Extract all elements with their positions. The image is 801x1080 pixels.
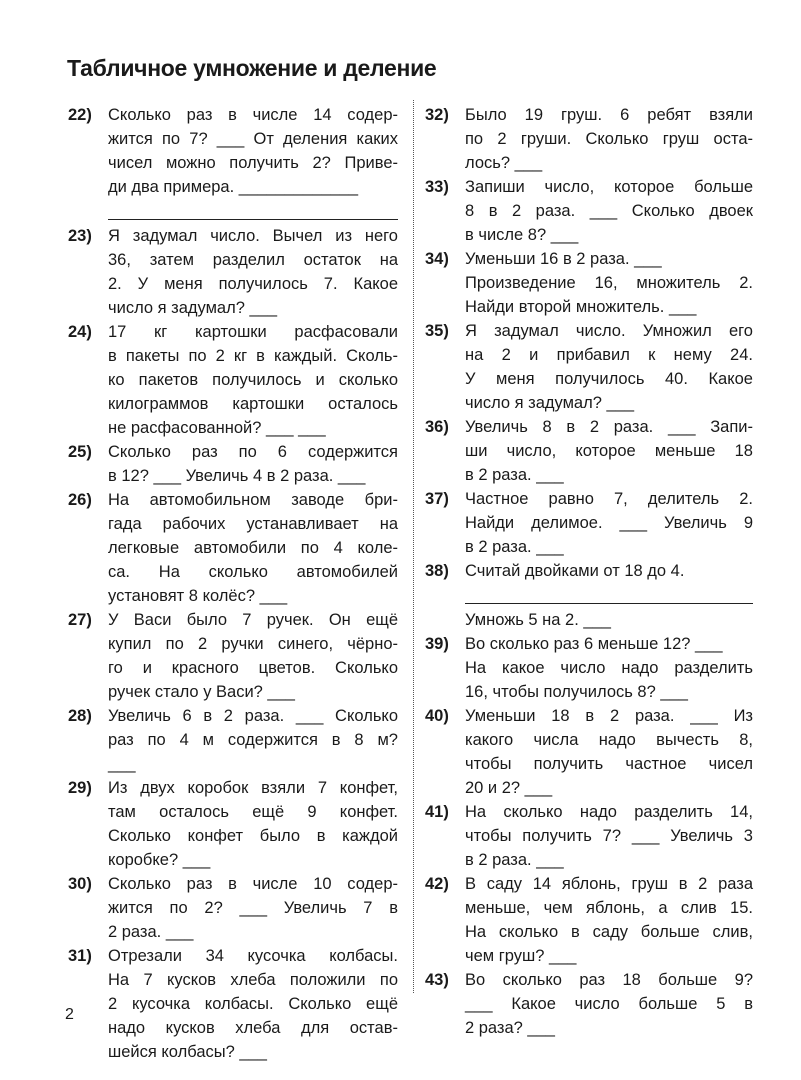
task-line: 36, затем разделил остаток на bbox=[108, 251, 398, 269]
answer-line bbox=[108, 199, 398, 220]
task-line: килограммов картошки осталось bbox=[108, 395, 398, 413]
task-line: 16, чтобы получилось 8? ___ bbox=[465, 683, 688, 701]
task-line: на 2 и прибавил к нему 24. bbox=[465, 346, 753, 364]
task-line: ко пакетов получилось и сколько bbox=[108, 371, 398, 389]
task-number: 24) bbox=[68, 323, 92, 341]
task-line: в 2 раза. ___ bbox=[465, 538, 564, 556]
task-line: чем груш? ___ bbox=[465, 947, 577, 965]
task-number: 37) bbox=[425, 490, 449, 508]
task-line: ___ Какое число больше 5 в bbox=[465, 995, 753, 1013]
task-line: Я задумал число. Вычел из него bbox=[108, 227, 398, 245]
task-number: 28) bbox=[68, 707, 92, 725]
task-line: Было 19 груш. 6 ребят взяли bbox=[465, 106, 753, 124]
task-number: 43) bbox=[425, 971, 449, 989]
task-line: гада рабочих устанавливает на bbox=[108, 515, 398, 533]
task-line: Уменьши 18 в 2 раза. ___ Из bbox=[465, 707, 753, 725]
task-number: 32) bbox=[425, 106, 449, 124]
task-line: шейся колбасы? ___ bbox=[108, 1043, 267, 1061]
task-line: чисел можно получить 2? Приве- bbox=[108, 154, 398, 172]
task-number: 26) bbox=[68, 491, 92, 509]
task-line: в числе 8? ___ bbox=[465, 226, 579, 244]
task-line: 2. У меня получилось 7. Какое bbox=[108, 275, 398, 293]
task-text bbox=[108, 103, 398, 224]
task-line: 2 раза. ___ bbox=[108, 923, 194, 941]
task-29 bbox=[68, 776, 398, 872]
task-line: Считай двойками от 18 до 4. bbox=[465, 562, 685, 580]
page-number: 2 bbox=[65, 1006, 74, 1023]
task-28 bbox=[68, 704, 398, 776]
task-line: число я задумал? ___ bbox=[465, 394, 635, 412]
task-number: 33) bbox=[425, 178, 449, 196]
task-32 bbox=[425, 103, 753, 175]
task-line: Отрезали 34 кусочка колбасы. bbox=[108, 947, 398, 965]
task-line: Сколько раз по 6 содержится bbox=[108, 443, 398, 461]
task-text bbox=[108, 320, 398, 440]
task-text bbox=[108, 488, 398, 608]
task-26 bbox=[68, 488, 398, 608]
task-number: 42) bbox=[425, 875, 449, 893]
task-line: легковые автомобили по 4 коле- bbox=[108, 539, 398, 557]
task-line: Во сколько раз 6 меньше 12? ___ bbox=[465, 635, 723, 653]
task-line: не расфасованной? ___ ___ bbox=[108, 419, 326, 437]
task-line: У меня получилось 40. Какое bbox=[465, 370, 753, 388]
task-line: 2 раза? ___ bbox=[465, 1019, 555, 1037]
task-text bbox=[108, 872, 398, 944]
task-line: 20 и 2? ___ bbox=[465, 779, 553, 797]
task-text bbox=[465, 704, 753, 800]
task-text bbox=[465, 247, 753, 319]
task-text bbox=[465, 415, 753, 487]
answer-line bbox=[465, 583, 753, 604]
task-number: 30) bbox=[68, 875, 92, 893]
task-number: 22) bbox=[68, 106, 92, 124]
task-37 bbox=[425, 487, 753, 559]
task-line: го и красного цветов. Сколько bbox=[108, 659, 398, 677]
task-line: Найди делимое. ___ Увеличь 9 bbox=[465, 514, 753, 532]
task-line: в 2 раза. ___ bbox=[465, 466, 564, 484]
task-line: там осталось ещё 9 конфет. bbox=[108, 803, 398, 821]
task-text bbox=[108, 224, 398, 320]
task-text bbox=[465, 559, 753, 632]
task-number: 41) bbox=[425, 803, 449, 821]
task-30 bbox=[68, 872, 398, 944]
task-text bbox=[465, 319, 753, 415]
task-40 bbox=[425, 704, 753, 800]
task-line: 8 в 2 раза. ___ Сколько двоек bbox=[465, 202, 753, 220]
task-line: купил по 2 ручки синего, чёрно- bbox=[108, 635, 398, 653]
task-27 bbox=[68, 608, 398, 704]
task-line: жится по 2? ___ Увеличь 7 в bbox=[108, 899, 398, 917]
task-22 bbox=[68, 103, 398, 224]
task-line: чтобы получить частное чисел bbox=[465, 755, 753, 773]
task-text bbox=[465, 968, 753, 1040]
left-column bbox=[68, 103, 398, 1064]
task-25 bbox=[68, 440, 398, 488]
task-text bbox=[465, 872, 753, 968]
task-line: надо кусков хлеба для остав- bbox=[108, 1019, 398, 1037]
task-24 bbox=[68, 320, 398, 440]
task-line: Произведение 16, множитель 2. bbox=[465, 274, 753, 292]
task-number: 38) bbox=[425, 562, 449, 580]
task-line: На какое число надо разделить bbox=[465, 659, 753, 677]
task-39 bbox=[425, 632, 753, 704]
task-line: жится по 7? ___ От деления каких bbox=[108, 130, 398, 148]
task-line: На сколько в саду больше слив, bbox=[465, 923, 753, 941]
task-line: Найди второй множитель. ___ bbox=[465, 298, 697, 316]
task-line: 2 кусочка колбасы. Сколько ещё bbox=[108, 995, 398, 1013]
task-number: 23) bbox=[68, 227, 92, 245]
task-number: 36) bbox=[425, 418, 449, 436]
task-23 bbox=[68, 224, 398, 320]
task-text bbox=[108, 608, 398, 704]
task-line: в пакеты по 2 кг в каждый. Сколь- bbox=[108, 347, 398, 365]
task-line: в 2 раза. ___ bbox=[465, 851, 564, 869]
task-text bbox=[465, 103, 753, 175]
task-text bbox=[108, 944, 398, 1064]
task-line: На автомобильном заводе бри- bbox=[108, 491, 398, 509]
task-number: 39) bbox=[425, 635, 449, 653]
task-line: Я задумал число. Умножил его bbox=[465, 322, 753, 340]
task-line: Увеличь 6 в 2 раза. ___ Сколько bbox=[108, 707, 398, 725]
task-text bbox=[465, 487, 753, 559]
task-number: 35) bbox=[425, 322, 449, 340]
task-line: число я задумал? ___ bbox=[108, 299, 278, 317]
task-line: 17 кг картошки расфасовали bbox=[108, 323, 398, 341]
right-column bbox=[425, 103, 753, 1040]
task-line: Умножь 5 на 2. ___ bbox=[465, 611, 611, 629]
task-line: чтобы получить 7? ___ Увеличь 3 bbox=[465, 827, 753, 845]
task-34 bbox=[425, 247, 753, 319]
task-number: 34) bbox=[425, 250, 449, 268]
task-33 bbox=[425, 175, 753, 247]
task-number: 29) bbox=[68, 779, 92, 797]
task-line: У Васи было 7 ручек. Он ещё bbox=[108, 611, 398, 629]
task-line: в 12? ___ Увеличь 4 в 2 раза. ___ bbox=[108, 467, 366, 485]
task-line: лось? ___ bbox=[465, 154, 543, 172]
task-text bbox=[108, 440, 398, 488]
task-line: Уменьши 16 в 2 раза. ___ bbox=[465, 250, 662, 268]
task-number: 27) bbox=[68, 611, 92, 629]
task-line: ши число, которое меньше 18 bbox=[465, 442, 753, 460]
task-line: Сколько раз в числе 10 содер- bbox=[108, 875, 398, 893]
task-line: ___ bbox=[108, 755, 136, 773]
task-number: 25) bbox=[68, 443, 92, 461]
task-line: са. На сколько автомобилей bbox=[108, 563, 398, 581]
task-38 bbox=[425, 559, 753, 632]
task-line: раз по 4 м содержится в 8 м? bbox=[108, 731, 398, 749]
task-line: ручек стало у Васи? ___ bbox=[108, 683, 295, 701]
task-36 bbox=[425, 415, 753, 487]
task-line: В саду 14 яблонь, груш в 2 раза bbox=[465, 875, 753, 893]
task-line: меньше, чем яблонь, а слив 15. bbox=[465, 899, 753, 917]
task-line: Запиши число, которое больше bbox=[465, 178, 753, 196]
task-43 bbox=[425, 968, 753, 1040]
task-text bbox=[108, 776, 398, 872]
task-line: Увеличь 8 в 2 раза. ___ Запи- bbox=[465, 418, 753, 436]
task-line: по 2 груши. Сколько груш оста- bbox=[465, 130, 753, 148]
task-text bbox=[108, 704, 398, 776]
task-text bbox=[465, 800, 753, 872]
task-35 bbox=[425, 319, 753, 415]
page-title: Табличное умножение и деление bbox=[67, 55, 437, 81]
task-31 bbox=[68, 944, 398, 1064]
task-text bbox=[465, 175, 753, 247]
task-line: Сколько конфет было в каждой bbox=[108, 827, 398, 845]
column-divider bbox=[413, 100, 414, 993]
task-line: Из двух коробок взяли 7 конфет, bbox=[108, 779, 398, 797]
task-42 bbox=[425, 872, 753, 968]
task-line: Частное равно 7, делитель 2. bbox=[465, 490, 753, 508]
task-line: Сколько раз в числе 14 содер- bbox=[108, 106, 398, 124]
task-41 bbox=[425, 800, 753, 872]
task-number: 40) bbox=[425, 707, 449, 725]
task-line: Во сколько раз 18 больше 9? bbox=[465, 971, 753, 989]
task-line: ди два примера. _____________ bbox=[108, 178, 359, 196]
task-number: 31) bbox=[68, 947, 92, 965]
task-line: коробке? ___ bbox=[108, 851, 211, 869]
task-line: На сколько надо разделить 14, bbox=[465, 803, 753, 821]
task-line: установят 8 колёс? ___ bbox=[108, 587, 288, 605]
task-line: На 7 кусков хлеба положили по bbox=[108, 971, 398, 989]
task-line: какого числа надо вычесть 8, bbox=[465, 731, 753, 749]
task-text bbox=[465, 632, 753, 704]
